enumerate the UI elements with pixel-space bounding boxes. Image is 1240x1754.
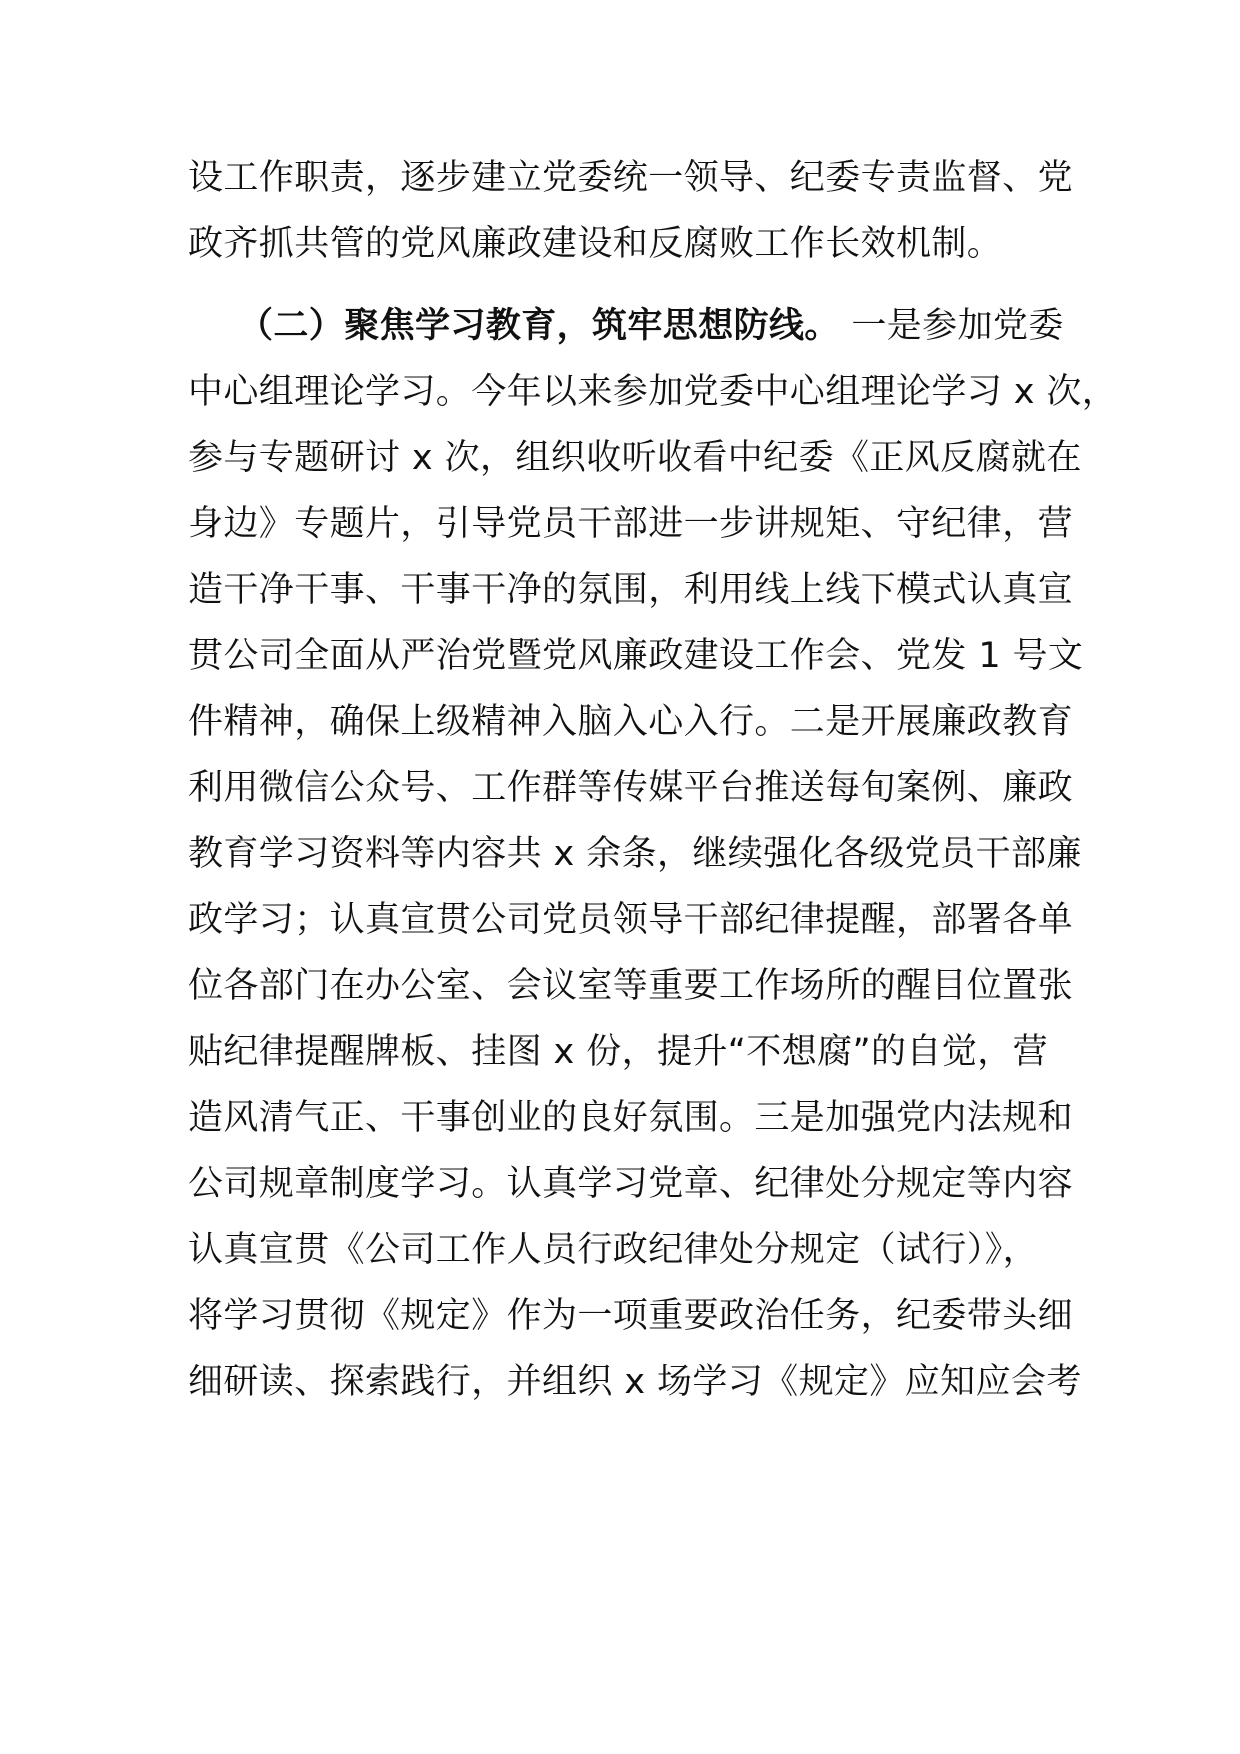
text-line: 贯公司全面从严治党暨党风廉政建设工作会、党发 1 号文 bbox=[188, 636, 1084, 676]
text-line: 参与专题研讨 x 次，组织收听收看中纪委《正风反腐就在 bbox=[188, 438, 1082, 478]
text-line: 位各部门在办公室、会议室等重要工作场所的醒目位置张 bbox=[188, 966, 1074, 1006]
text-line: 公司规章制度学习。认真学习党章、纪律处分规定等内容 bbox=[188, 1164, 1074, 1204]
section-heading: （二）聚焦学习教育，筑牢思想防线。 bbox=[238, 306, 840, 346]
section-heading-line bbox=[238, 306, 1064, 346]
text-line: 利用微信公众号、工作群等传媒平台推送每旬案例、廉政 bbox=[188, 768, 1074, 808]
text-line: 造风清气正、干事创业的良好氛围。三是加强党内法规和 bbox=[188, 1098, 1074, 1138]
text-line: 细研读、探索践行，并组织 x 场学习《规定》应知应会考 bbox=[188, 1362, 1082, 1402]
text-line: 认真宣贯《公司工作人员行政纪律处分规定（试行）》， bbox=[188, 1230, 1039, 1270]
text-line: 身边》专题片，引导党员干部进一步讲规矩、守纪律，营 bbox=[188, 504, 1074, 544]
text-line: 贴纪律提醒牌板、挂图 x 份，提升“不想腐”的自觉，营 bbox=[188, 1032, 1049, 1072]
text-line: 教育学习资料等内容共 x 余条，继续强化各级党员干部廉 bbox=[188, 834, 1082, 874]
text-line: 造干净干事、干事干净的氛围，利用线上线下模式认真宣 bbox=[188, 570, 1074, 610]
text-line: 中心组理论学习。今年以来参加党委中心组理论学习 x 次， bbox=[188, 372, 1118, 412]
text-line: 政学习；认真宣贯公司党员领导干部纪律提醒，部署各单 bbox=[188, 900, 1074, 940]
text-span: 一是参加党委 bbox=[839, 306, 1064, 346]
text-line: 件精神，确保上级精神入脑入心入行。二是开展廉政教育 bbox=[188, 702, 1074, 742]
text-line: 将学习贯彻《规定》作为一项重要政治任务，纪委带头细 bbox=[188, 1296, 1074, 1336]
text-line: 政齐抓共管的党风廉政建设和反腐败工作长效机制。 bbox=[188, 224, 1003, 264]
text-line: 设工作职责，逐步建立党委统一领导、纪委专责监督、党 bbox=[188, 158, 1074, 198]
